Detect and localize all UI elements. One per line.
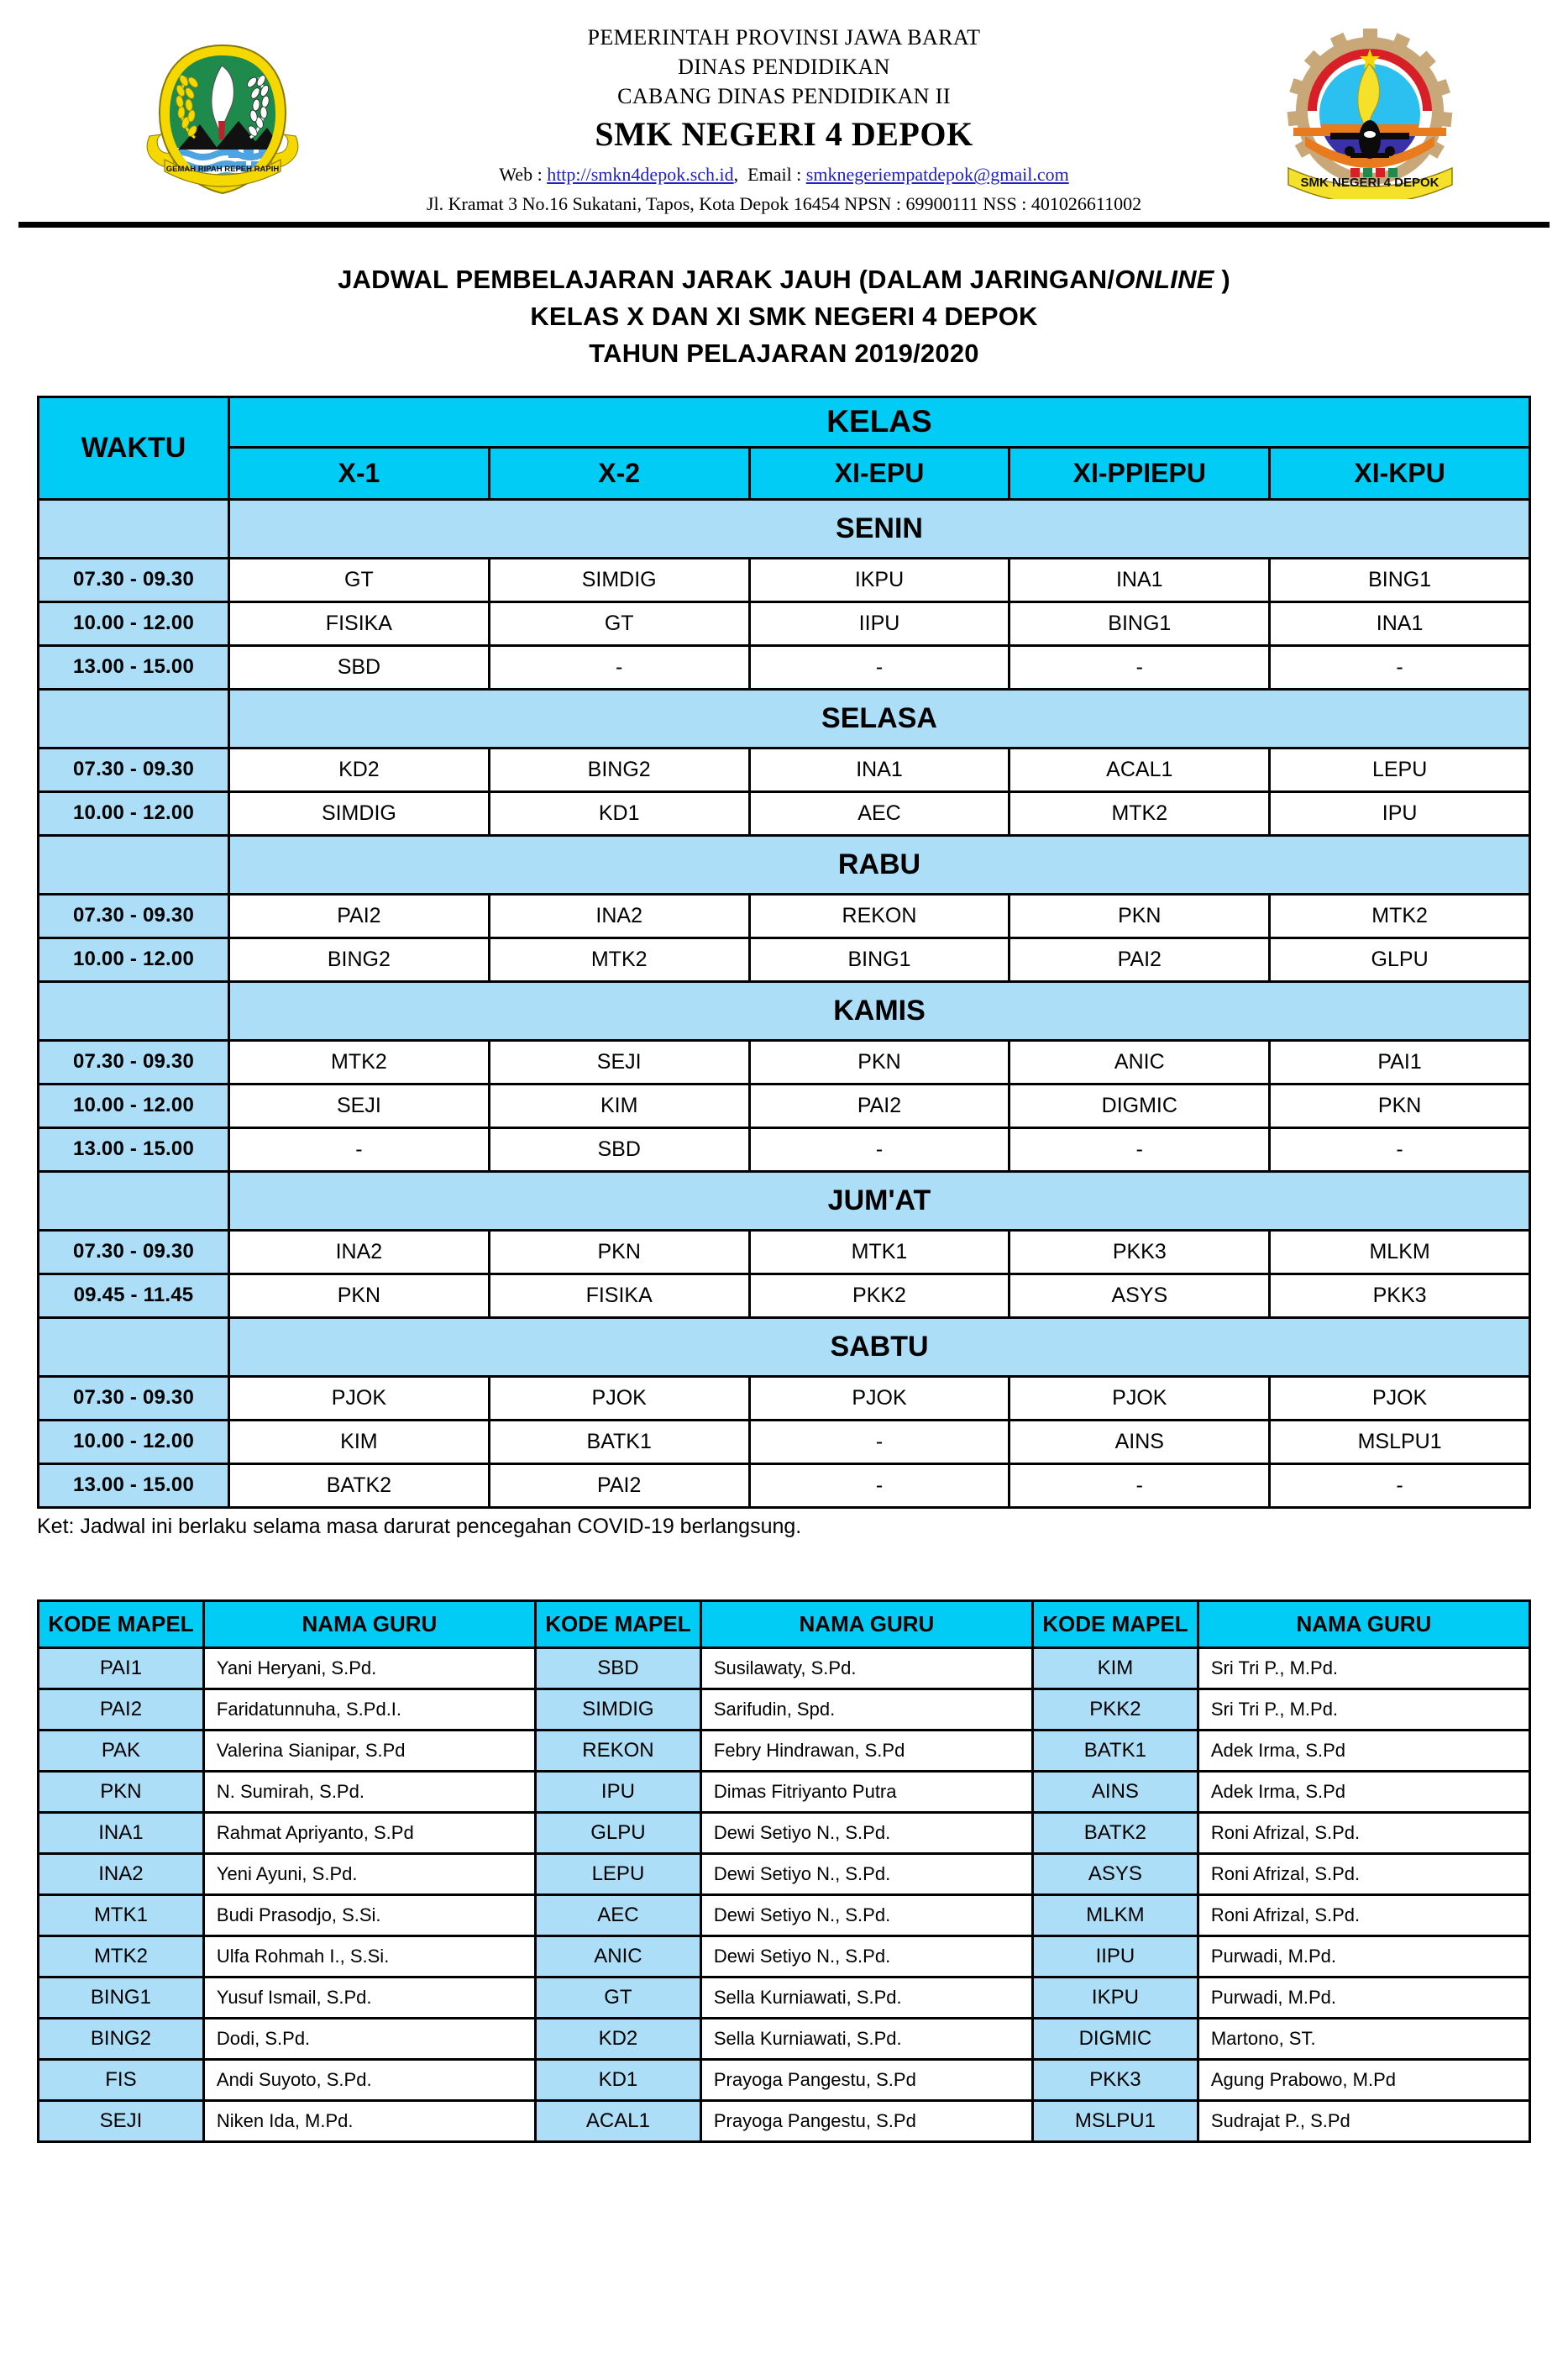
subject-cell: MTK2 [489,938,749,981]
schedule-row [39,1376,1530,1420]
day-header-row [39,689,1530,748]
subject-cell: SIMDIG [489,558,749,601]
subject-cell: - [1270,1463,1530,1507]
title-line-3: TAHUN PELAJARAN 2019/2020 [589,338,979,368]
subject-code-cell: PAK [39,1730,204,1771]
teacher-name-cell: Faridatunnuha, S.Pd.I. [203,1689,535,1730]
teacher-name-cell: Yani Heryani, S.Pd. [203,1647,535,1689]
teacher-name-cell: Budi Prasodjo, S.Si. [203,1894,535,1935]
teacher-name-cell: Ulfa Rohmah I., S.Si. [203,1935,535,1977]
time-slot-cell: 10.00 - 12.00 [39,601,229,645]
email-link[interactable]: smknegeriempatdepok@gmail.com [805,164,1069,186]
schedule-row [39,558,1530,601]
title-line-1-a: JADWAL PEMBELAJARAN JARAK JAUH (DALAM JARINGAN/ [338,264,1115,294]
day-header-spacer-cell [39,1171,229,1230]
subject-cell: INA1 [1009,558,1270,601]
subject-cell: PJOK [1270,1376,1530,1420]
codes-column-header: NAMA GURU [203,1600,535,1647]
time-slot-cell: 07.30 - 09.30 [39,1040,229,1084]
time-slot-cell: 07.30 - 09.30 [39,894,229,938]
day-name-cell: RABU [229,835,1530,894]
subject-code-cell: ANIC [535,1935,700,1977]
subject-cell: PAI2 [1009,938,1270,981]
subject-cell: PAI2 [749,1084,1009,1127]
subject-cell: BING1 [1009,601,1270,645]
day-name-cell: SABTU [229,1317,1530,1376]
subject-cell: - [749,1463,1009,1507]
teacher-name-cell: Dewi Setiyo N., S.Pd. [700,1812,1032,1853]
codes-header-row [39,1600,1530,1647]
codes-table-row [39,1730,1530,1771]
teacher-name-cell: Dewi Setiyo N., S.Pd. [700,1853,1032,1894]
schedule-row [39,1040,1530,1084]
subject-cell: SEJI [229,1084,490,1127]
address-line: Jl. Kramat 3 No.16 Sukatani, Tapos, Kota Depok 16454 NPSN : 69900111 NSS : 401026611002 [426,193,1142,215]
teacher-name-cell: Yusuf Ismail, S.Pd. [203,1977,535,2018]
teacher-name-cell: Sarifudin, Spd. [700,1689,1032,1730]
teacher-name-cell: Susilawaty, S.Pd. [700,1647,1032,1689]
day-header-row [39,981,1530,1040]
subject-code-cell: MSLPU1 [1032,2100,1198,2141]
schedule-row [39,1127,1530,1171]
subject-cell: BING2 [229,938,490,981]
west-java-province-emblem-icon [134,34,311,202]
subject-cell: BING2 [489,748,749,791]
codes-table-row [39,1894,1530,1935]
subject-cell: MTK2 [1009,791,1270,835]
subject-cell: INA2 [229,1230,490,1274]
subject-code-cell: PKN [39,1771,204,1812]
teacher-name-cell: Valerina Sianipar, S.Pd [203,1730,535,1771]
subject-cell: BING1 [749,938,1009,981]
schedule-row [39,1420,1530,1463]
svg-text:SMK NEGERI 4 DEPOK: SMK NEGERI 4 DEPOK [1300,176,1440,190]
codes-table-row [39,1853,1530,1894]
subject-cell: - [489,645,749,689]
subject-code-cell: KD2 [535,2018,700,2059]
subject-cell: ACAL1 [1009,748,1270,791]
teacher-name-cell: Adek Irma, S.Pd [1198,1730,1529,1771]
subject-code-cell: FIS [39,2059,204,2100]
page-bottom-spacer [0,2143,1568,2163]
subject-code-cell: MTK2 [39,1935,204,1977]
subject-cell: MTK2 [229,1040,490,1084]
subject-code-cell: PKK3 [1032,2059,1198,2100]
subject-cell: MSLPU1 [1270,1420,1530,1463]
subject-cell: AEC [749,791,1009,835]
teacher-name-cell: Dewi Setiyo N., S.Pd. [700,1894,1032,1935]
letterhead-divider [18,222,1550,228]
teacher-name-cell: Purwadi, M.Pd. [1198,1977,1529,2018]
subject-cell: PKN [749,1040,1009,1084]
subject-code-cell: KIM [1032,1647,1198,1689]
subject-cell: IIPU [749,601,1009,645]
subject-cell: PAI2 [229,894,490,938]
subject-cell: KIM [229,1420,490,1463]
column-header-class-1: X-2 [489,447,749,499]
subject-code-cell: GT [535,1977,700,2018]
subject-cell: GT [229,558,490,601]
subject-cell: - [1270,1127,1530,1171]
subject-cell: IPU [1270,791,1530,835]
schedule-row [39,791,1530,835]
schedule-row [39,748,1530,791]
time-slot-cell: 09.45 - 11.45 [39,1274,229,1317]
subject-cell: IKPU [749,558,1009,601]
codes-column-header: KODE MAPEL [1032,1600,1198,1647]
subject-cell: SBD [229,645,490,689]
subject-cell: PKK3 [1270,1274,1530,1317]
subject-cell: SBD [489,1127,749,1171]
day-name-cell: SELASA [229,689,1530,748]
column-header-class-3: XI-PPIEPU [1009,447,1270,499]
subject-cell: PJOK [1009,1376,1270,1420]
schedule-header-row-2 [39,447,1530,499]
subject-code-cell: BATK2 [1032,1812,1198,1853]
subject-cell: PKN [489,1230,749,1274]
subject-cell: GT [489,601,749,645]
schedule-row [39,1084,1530,1127]
subject-cell: - [229,1127,490,1171]
time-slot-cell: 13.00 - 15.00 [39,645,229,689]
subject-cell: PKN [1270,1084,1530,1127]
day-header-row [39,499,1530,558]
time-slot-cell: 10.00 - 12.00 [39,1420,229,1463]
day-header-row [39,1171,1530,1230]
subject-code-cell: ACAL1 [535,2100,700,2141]
teacher-name-cell: Rahmat Apriyanto, S.Pd [203,1812,535,1853]
subject-code-cell: LEPU [535,1853,700,1894]
web-label: Web : [499,164,543,186]
teacher-name-cell: Dodi, S.Pd. [203,2018,535,2059]
teacher-name-cell: Febry Hindrawan, S.Pd [700,1730,1032,1771]
subject-cell: ASYS [1009,1274,1270,1317]
web-separator: , [733,164,739,186]
subject-code-cell: INA2 [39,1853,204,1894]
teacher-name-cell: Roni Afrizal, S.Pd. [1198,1812,1529,1853]
codes-table-row [39,1812,1530,1853]
smk-negeri-4-depok-logo-icon [1280,27,1460,199]
subject-cell: PJOK [489,1376,749,1420]
subject-code-cell: MTK1 [39,1894,204,1935]
letterhead-line-1: PEMERINTAH PROVINSI JAWA BARAT [587,25,981,50]
subject-code-cell: INA1 [39,1812,204,1853]
teacher-name-cell: Dimas Fitriyanto Putra [700,1771,1032,1812]
codes-column-header: NAMA GURU [700,1600,1032,1647]
subject-code-cell: AEC [535,1894,700,1935]
teacher-name-cell: Purwadi, M.Pd. [1198,1935,1529,1977]
column-header-kelas: KELAS [229,397,1530,447]
teacher-name-cell: Sella Kurniawati, S.Pd. [700,2018,1032,2059]
time-slot-cell: 13.00 - 15.00 [39,1463,229,1507]
day-header-spacer-cell [39,1317,229,1376]
subject-cell: FISIKA [229,601,490,645]
subject-code-cell: BING2 [39,2018,204,2059]
subject-cell: - [1009,1463,1270,1507]
codes-table-row [39,2018,1530,2059]
subject-cell: PAI1 [1270,1040,1530,1084]
teacher-name-cell: Adek Irma, S.Pd [1198,1771,1529,1812]
codes-column-header: KODE MAPEL [535,1600,700,1647]
subject-code-cell: SBD [535,1647,700,1689]
time-slot-cell: 07.30 - 09.30 [39,1376,229,1420]
svg-text:GEMAH RIPAH REPEH RAPIH: GEMAH RIPAH REPEH RAPIH [165,165,280,174]
time-slot-cell: 07.30 - 09.30 [39,558,229,601]
subject-cell: GLPU [1270,938,1530,981]
subject-code-cell: REKON [535,1730,700,1771]
subject-cell: PJOK [749,1376,1009,1420]
codes-table-head [39,1600,1530,1647]
subject-cell: - [1270,645,1530,689]
subject-cell: SEJI [489,1040,749,1084]
schedule-row [39,601,1530,645]
title-line-1 [0,261,1568,298]
letterhead [0,0,1568,233]
codes-table-row [39,1771,1530,1812]
schedule-row [39,645,1530,689]
schedule-row [39,1274,1530,1317]
subject-cell: KD2 [229,748,490,791]
codes-table-row [39,2059,1530,2100]
subject-cell: PAI2 [489,1463,749,1507]
subject-code-cell: IIPU [1032,1935,1198,1977]
day-name-cell: KAMIS [229,981,1530,1040]
subject-cell: PKN [229,1274,490,1317]
subject-cell: AINS [1009,1420,1270,1463]
email-label: Email : [747,164,802,186]
column-header-class-4: XI-KPU [1270,447,1530,499]
subject-cell: BATK2 [229,1463,490,1507]
schedule-row [39,1230,1530,1274]
subject-code-cell: SIMDIG [535,1689,700,1730]
teacher-name-cell: Sri Tri P., M.Pd. [1198,1689,1529,1730]
subject-code-cell: IKPU [1032,1977,1198,2018]
subject-cell: SIMDIG [229,791,490,835]
teacher-name-cell: Yeni Ayuni, S.Pd. [203,1853,535,1894]
time-slot-cell: 10.00 - 12.00 [39,1084,229,1127]
title-line-1-b: ) [1214,264,1230,294]
teacher-name-cell: Roni Afrizal, S.Pd. [1198,1894,1529,1935]
column-header-waktu: WAKTU [39,397,229,499]
schedule-table [37,396,1531,1509]
column-header-class-2: XI-EPU [749,447,1009,499]
day-header-spacer-cell [39,981,229,1040]
subject-cell: MTK2 [1270,894,1530,938]
subject-code-cell: MLKM [1032,1894,1198,1935]
subject-cell: ANIC [1009,1040,1270,1084]
subject-cell: INA1 [749,748,1009,791]
subject-cell: - [1009,1127,1270,1171]
subject-cell: INA1 [1270,601,1530,645]
subject-code-cell: DIGMIC [1032,2018,1198,2059]
teacher-name-cell: Prayoga Pangestu, S.Pd [700,2059,1032,2100]
teacher-name-cell: Prayoga Pangestu, S.Pd [700,2100,1032,2141]
subject-cell: MLKM [1270,1230,1530,1274]
day-name-cell: SENIN [229,499,1530,558]
subject-code-cell: PAI1 [39,1647,204,1689]
day-header-row [39,1317,1530,1376]
codes-table-row [39,2100,1530,2141]
day-header-row [39,835,1530,894]
school-name: SMK NEGERI 4 DEPOK [595,115,973,154]
subject-code-cell: ASYS [1032,1853,1198,1894]
day-name-cell: JUM'AT [229,1171,1530,1230]
subject-cell: REKON [749,894,1009,938]
codes-table-wrap [0,1599,1568,2143]
subject-code-cell: AINS [1032,1771,1198,1812]
teacher-name-cell: Martono, ST. [1198,2018,1529,2059]
teacher-name-cell: Niken Ida, M.Pd. [203,2100,535,2141]
subject-cell: BATK1 [489,1420,749,1463]
subject-cell: - [749,1420,1009,1463]
letterhead-line-3: CABANG DINAS PENDIDIKAN II [617,83,951,108]
subject-code-cell: PAI2 [39,1689,204,1730]
codes-column-header: KODE MAPEL [39,1600,204,1647]
subject-cell: LEPU [1270,748,1530,791]
teacher-name-cell: Sella Kurniawati, S.Pd. [700,1977,1032,2018]
codes-column-header: NAMA GURU [1198,1600,1529,1647]
subject-cell: - [1009,645,1270,689]
title-line-2: KELAS X DAN XI SMK NEGERI 4 DEPOK [530,301,1038,331]
schedule-row [39,1463,1530,1507]
subject-cell: PJOK [229,1376,490,1420]
website-link[interactable]: http://smkn4depok.sch.id [547,164,734,186]
column-header-class-0: X-1 [229,447,490,499]
subject-cell: KD1 [489,791,749,835]
subject-cell: BING1 [1270,558,1530,601]
subject-cell: INA2 [489,894,749,938]
codes-table-row [39,1935,1530,1977]
schedule-table-wrap [0,396,1568,1509]
subject-code-teacher-table [37,1599,1531,2143]
teacher-name-cell: Sri Tri P., M.Pd. [1198,1647,1529,1689]
schedule-row [39,938,1530,981]
codes-table-row [39,1689,1530,1730]
teacher-name-cell: Dewi Setiyo N., S.Pd. [700,1935,1032,1977]
subject-cell: - [749,645,1009,689]
schedule-row [39,894,1530,938]
subject-code-cell: SEJI [39,2100,204,2141]
page-title [0,261,1568,372]
subject-code-cell: BING1 [39,1977,204,2018]
subject-cell: PKK2 [749,1274,1009,1317]
title-line-1-italic: ONLINE [1114,264,1214,294]
teacher-name-cell: Sudrajat P., S.Pd [1198,2100,1529,2141]
letterhead-divider-wrap [0,222,1568,228]
subject-cell: KIM [489,1084,749,1127]
codes-table-body [39,1647,1530,2141]
subject-cell: DIGMIC [1009,1084,1270,1127]
day-header-spacer-cell [39,835,229,894]
subject-code-cell: KD1 [535,2059,700,2100]
teacher-name-cell: N. Sumirah, S.Pd. [203,1771,535,1812]
subject-code-cell: BATK1 [1032,1730,1198,1771]
subject-cell: PKK3 [1009,1230,1270,1274]
subject-cell: PKN [1009,894,1270,938]
schedule-note: Ket: Jadwal ini berlaku selama masa darurat pencegahan COVID-19 berlangsung. [37,1514,802,1538]
subject-cell: - [749,1127,1009,1171]
schedule-table-body [39,499,1530,1507]
day-header-spacer-cell [39,689,229,748]
codes-table-row [39,1977,1530,2018]
teacher-name-cell: Agung Prabowo, M.Pd [1198,2059,1529,2100]
schedule-header-row-1 [39,397,1530,447]
subject-code-cell: PKK2 [1032,1689,1198,1730]
letterhead-line-2: DINAS PENDIDIKAN [678,54,890,79]
teacher-name-cell: Andi Suyoto, S.Pd. [203,2059,535,2100]
time-slot-cell: 10.00 - 12.00 [39,791,229,835]
subject-code-cell: IPU [535,1771,700,1812]
subject-cell: FISIKA [489,1274,749,1317]
day-header-spacer-cell [39,499,229,558]
teacher-name-cell: Roni Afrizal, S.Pd. [1198,1853,1529,1894]
time-slot-cell: 07.30 - 09.30 [39,748,229,791]
codes-table-row [39,1647,1530,1689]
subject-cell: MTK1 [749,1230,1009,1274]
subject-code-cell: GLPU [535,1812,700,1853]
time-slot-cell: 13.00 - 15.00 [39,1127,229,1171]
schedule-table-head [39,397,1530,499]
time-slot-cell: 07.30 - 09.30 [39,1230,229,1274]
time-slot-cell: 10.00 - 12.00 [39,938,229,981]
